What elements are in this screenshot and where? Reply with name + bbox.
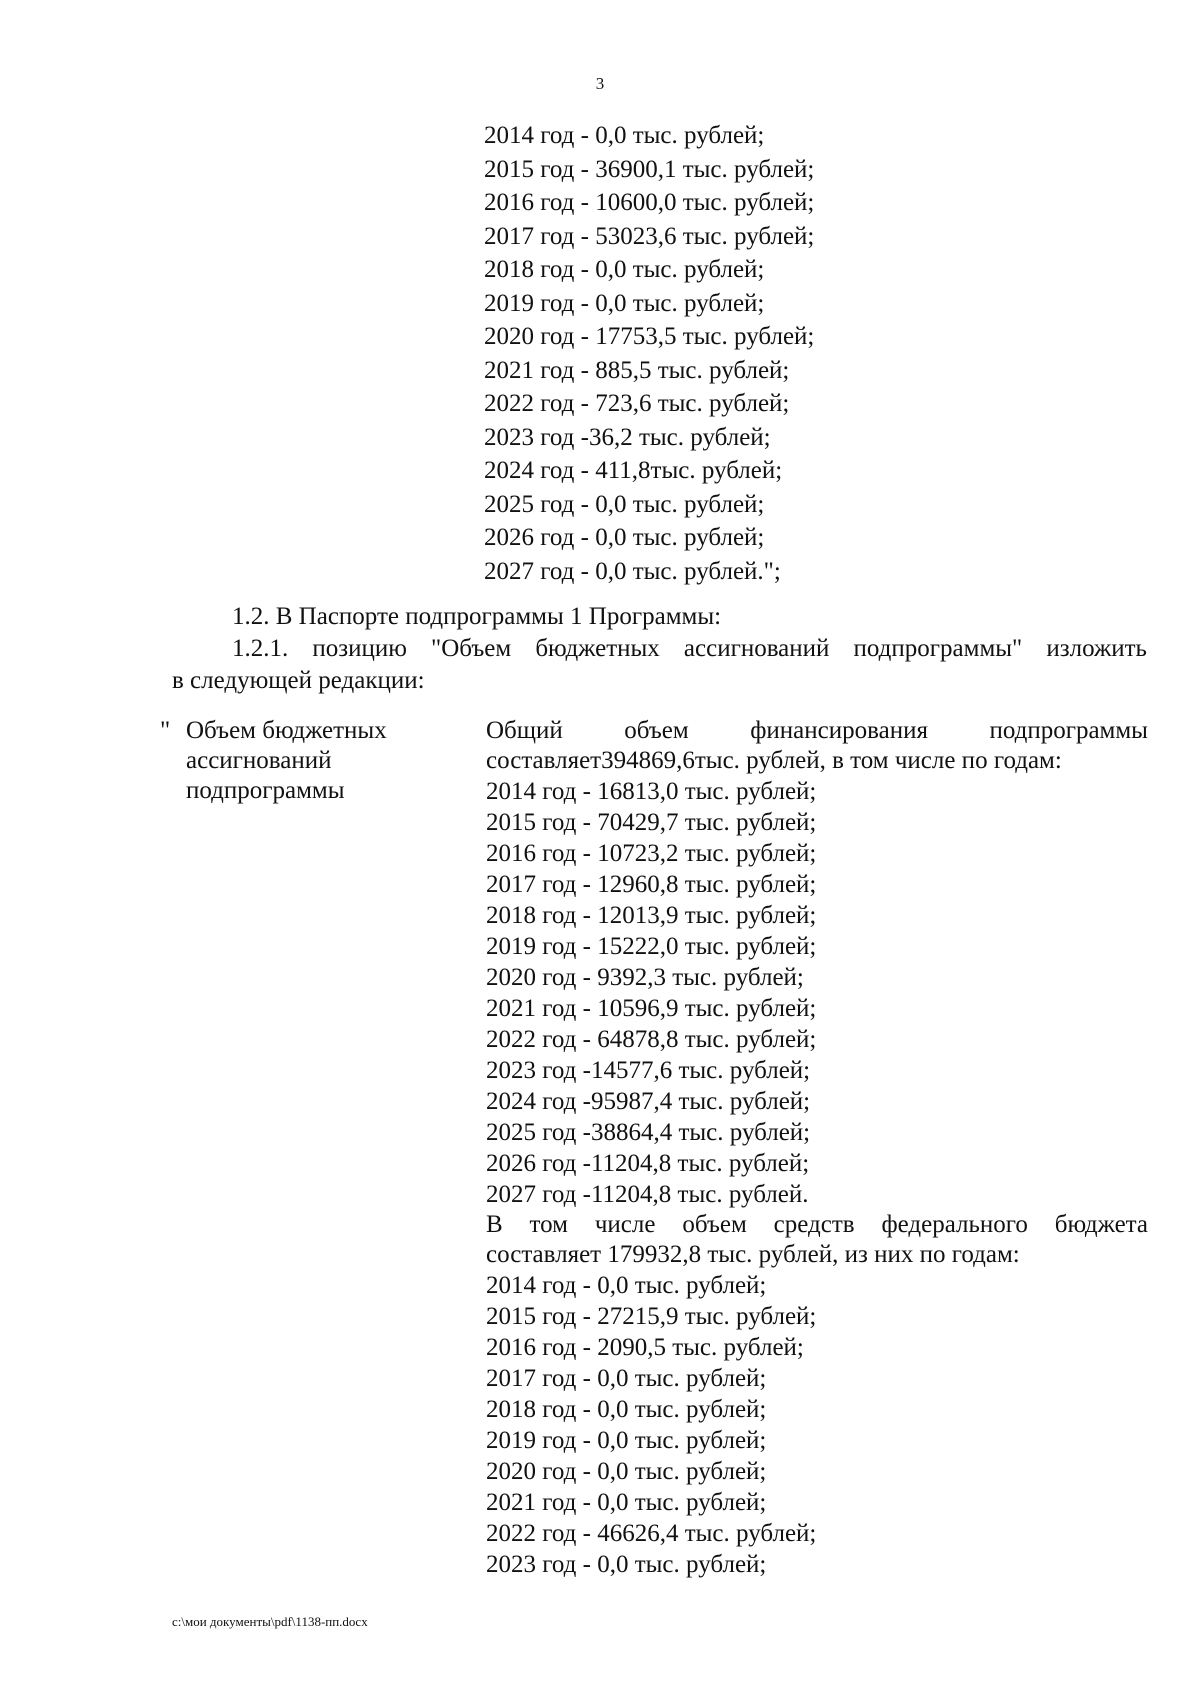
- list-item: 2015 год - 70429,7 тыс. рублей;: [486, 809, 817, 836]
- list-item: 2019 год - 15222,0 тыс. рублей;: [486, 933, 817, 960]
- section-1-2-heading: 1.2. В Паспорте подпрограммы 1 Программы:: [232, 603, 722, 630]
- label-line: ассигнований: [186, 747, 332, 774]
- list-item: 2014 год - 0,0 тыс. рублей;: [484, 122, 765, 149]
- word: бюджетных: [535, 635, 660, 662]
- total-intro-line: [486, 716, 1148, 746]
- list-item: 2025 год - 0,0 тыс. рублей;: [484, 490, 765, 518]
- table-left-label: [186, 716, 456, 806]
- word: средств: [773, 1211, 855, 1238]
- list-item: 2020 год - 17753,5 тыс. рублей;: [484, 323, 815, 350]
- word: бюджета: [1054, 1211, 1148, 1238]
- word: федерального: [881, 1211, 1028, 1238]
- paragraph-first-line: [172, 633, 1147, 665]
- list-item: 2017 год - 53023,6 тыс. рублей;: [484, 222, 815, 250]
- list-item: 2021 год - 10596,9 тыс. рублей;: [486, 995, 817, 1022]
- list-item: 2022 год - 723,6 тыс. рублей;: [484, 390, 790, 417]
- word: позицию: [312, 635, 407, 662]
- list-item: 2019 год - 0,0 тыс. рублей;: [484, 289, 765, 317]
- word: "Объем: [431, 635, 512, 662]
- list-item: 2016 год - 10600,0 тыс. рублей;: [484, 189, 815, 216]
- word: объем: [624, 717, 689, 744]
- word: числе: [594, 1211, 656, 1238]
- list-item: 2027 год -11204,8 тыс. рублей.: [486, 1181, 809, 1208]
- list-item: 2018 год - 0,0 тыс. рублей;: [486, 1396, 767, 1423]
- list-item: 2021 год - 885,5 тыс. рублей;: [484, 356, 790, 384]
- opening-quote-mark: ": [160, 717, 171, 744]
- word: В: [486, 1211, 503, 1238]
- list-item: 2023 год -14577,6 тыс. рублей;: [486, 1057, 811, 1084]
- list-item: 2018 год - 12013,9 тыс. рублей;: [486, 902, 817, 929]
- list-item: 2017 год - 0,0 тыс. рублей;: [486, 1365, 767, 1392]
- list-item: 2015 год - 27215,9 тыс. рублей;: [486, 1303, 817, 1330]
- list-item: 2020 год - 0,0 тыс. рублей;: [486, 1458, 767, 1485]
- list-item: 2016 год - 2090,5 тыс. рублей;: [486, 1334, 804, 1361]
- list-item: 2019 год - 0,0 тыс. рублей;: [486, 1427, 767, 1454]
- word: финансирования: [750, 717, 928, 744]
- word: Общий: [486, 717, 563, 744]
- list-item: 2021 год - 0,0 тыс. рублей;: [486, 1489, 767, 1516]
- list-item: 2024 год -95987,4 тыс. рублей;: [486, 1088, 811, 1115]
- word: подпрограммы: [989, 717, 1148, 744]
- paragraph-continuation: в следующей редакции:: [172, 667, 425, 694]
- table-right-content: [486, 716, 1148, 1580]
- list-item: 2023 год - 0,0 тыс. рублей;: [486, 1551, 767, 1578]
- list-item: 2015 год - 36900,1 тыс. рублей;: [484, 155, 815, 183]
- list-item: 2023 год -36,2 тыс. рублей;: [484, 423, 771, 451]
- federal-by-year-list: [486, 1270, 1148, 1580]
- list-item: 2014 год - 0,0 тыс. рублей;: [486, 1272, 767, 1299]
- list-item: 2016 год - 10723,2 тыс. рублей;: [486, 840, 817, 867]
- word: объем: [682, 1211, 747, 1238]
- federal-intro-line: [486, 1210, 1148, 1240]
- federal-intro-line-2: составляет 179932,8 тыс. рублей, из них по годам:: [486, 1241, 1020, 1268]
- page-number: 3: [595, 74, 605, 93]
- word: подпрограммы": [853, 635, 1023, 662]
- list-item: 2026 год - 0,0 тыс. рублей;: [484, 524, 765, 551]
- total-intro-line-2: составляет394869,6тыс. рублей, в том числе по годам:: [486, 747, 1062, 774]
- list-item: 2020 год - 9392,3 тыс. рублей;: [486, 964, 804, 991]
- top-year-list: [484, 119, 814, 588]
- list-item: 2014 год - 16813,0 тыс. рублей;: [486, 778, 817, 805]
- list-item: 2024 год - 411,8тыс. рублей;: [484, 457, 783, 484]
- list-item: 2025 год -38864,4 тыс. рублей;: [486, 1119, 811, 1146]
- label-line: подпрограммы: [186, 777, 345, 804]
- list-item: 2017 год - 12960,8 тыс. рублей;: [486, 871, 817, 898]
- word: изложить: [1046, 635, 1147, 662]
- word: ассигнований: [683, 635, 830, 662]
- word: том: [529, 1211, 568, 1238]
- total-by-year-list: [486, 776, 1148, 1210]
- section-1-2-1-paragraph: [172, 633, 1147, 697]
- list-item: 2026 год -11204,8 тыс. рублей;: [486, 1150, 810, 1177]
- list-item: 2018 год - 0,0 тыс. рублей;: [484, 256, 765, 283]
- footer-file-path: c:\мои документы\pdf\1138-пп.docx: [172, 1614, 368, 1629]
- label-line: Объем бюджетных: [186, 717, 387, 744]
- list-item: 2027 год - 0,0 тыс. рублей.";: [484, 557, 781, 585]
- word: 1.2.1.: [232, 635, 289, 662]
- list-item: 2022 год - 46626,4 тыс. рублей;: [486, 1520, 817, 1547]
- list-item: 2022 год - 64878,8 тыс. рублей;: [486, 1026, 817, 1053]
